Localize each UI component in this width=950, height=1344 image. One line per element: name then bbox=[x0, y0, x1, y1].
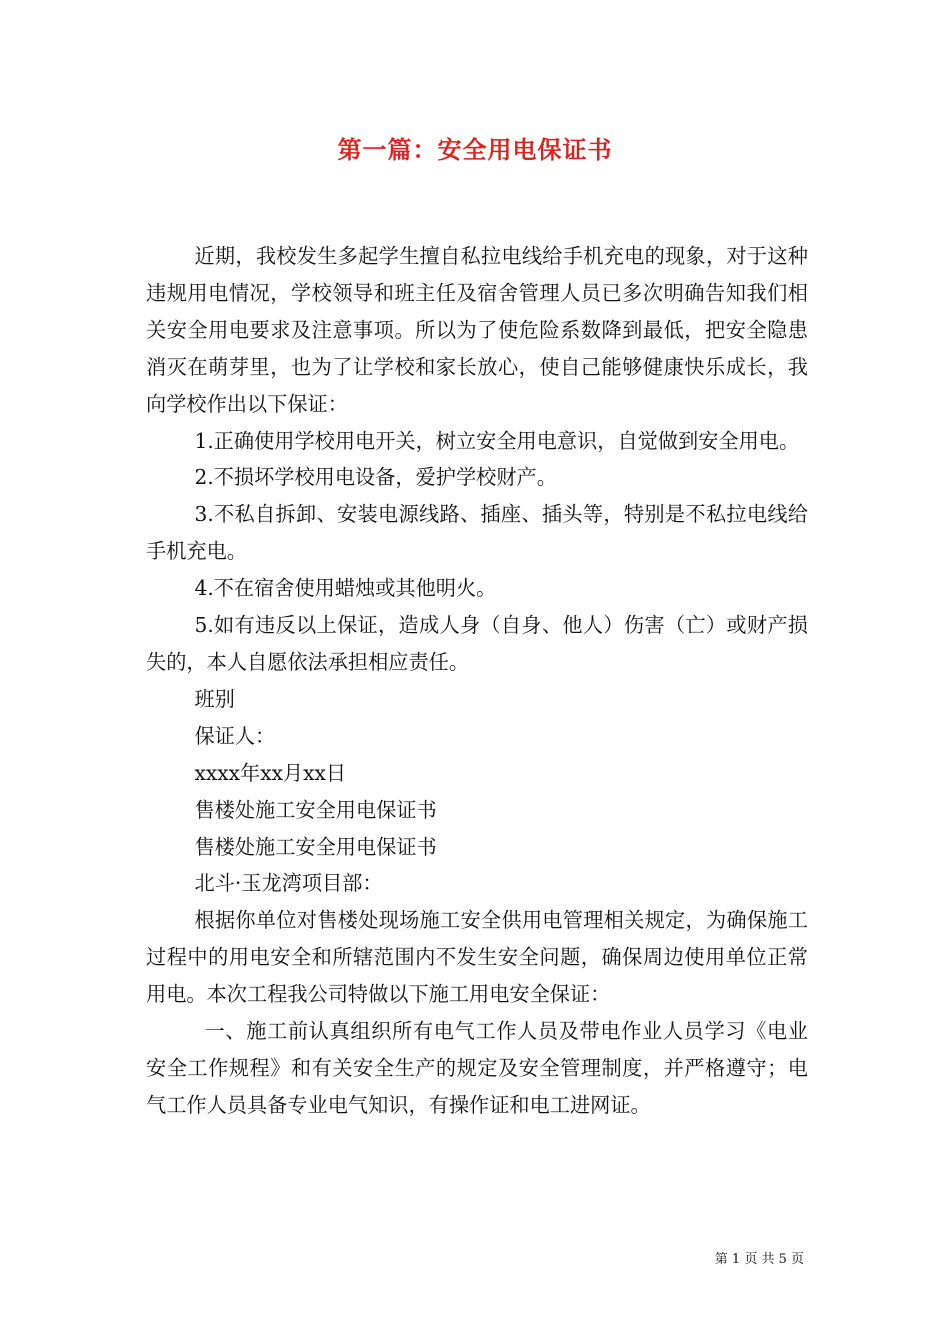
page-number-footer: 第 1 页 共 5 页 bbox=[714, 1252, 804, 1267]
class-label: 班别 bbox=[194, 686, 235, 711]
document-title: 第一篇：安全用电保证书 bbox=[337, 135, 613, 164]
construction-item-1: 一、施工前认真组织所有电气工作人员及带电作业人员学习《电业安全工作规程》和有关安全生产的规定及安全管理制度，并严格遵守；电气工作人员具备专业电气知识，有操作证和电工进网证。 bbox=[146, 1019, 808, 1117]
section-heading-2: 售楼处施工安全用电保证书 bbox=[194, 834, 437, 859]
pledge-item-5: 5.如有违反以上保证，造成人身（自身、他人）伤害（亡）或财产损失的，本人自愿依法承担相应责任。 bbox=[146, 613, 808, 674]
pledge-item-4: 4.不在宿舍使用蜡烛或其他明火。 bbox=[194, 576, 497, 601]
pledge-item-2: 2.不损坏学校用电设备，爱护学校财产。 bbox=[194, 465, 557, 490]
intro-paragraph: 近期，我校发生多起学生擅自私拉电线给手机充电的现象，对于这种违规用电情况，学校领导和班主任及宿舍管理人员已多次明确告知我们相关安全用电要求及注意事项。所以为了使危险系数降到最低，把安全隐患消灭在萌芽里，也为了让学校和家长放心，使自己能够健康快乐成长，我向学校作出以下保证： bbox=[146, 244, 808, 416]
pledge-item-3: 3.不私自拆卸、安装电源线路、插座、插头等，特别是不私拉电线给手机充电。 bbox=[146, 502, 808, 564]
guarantor-label: 保证人： bbox=[194, 723, 276, 748]
pledge-item-1: 1.正确使用学校用电开关，树立安全用电意识，自觉做到安全用电。 bbox=[194, 428, 800, 453]
date-line: xxxx年xx月xx日 bbox=[194, 760, 347, 785]
addressee-line: 北斗·玉龙湾项目部： bbox=[194, 871, 383, 896]
document-body bbox=[146, 238, 808, 1124]
section-heading-1: 售楼处施工安全用电保证书 bbox=[194, 797, 437, 822]
construction-intro-paragraph: 根据你单位对售楼处现场施工安全供用电管理相关规定，为确保施工过程中的用电安全和所辖范围内不发生安全问题，确保周边使用单位正常用电。本次工程我公司特做以下施工用电安全保证： bbox=[146, 908, 808, 1007]
